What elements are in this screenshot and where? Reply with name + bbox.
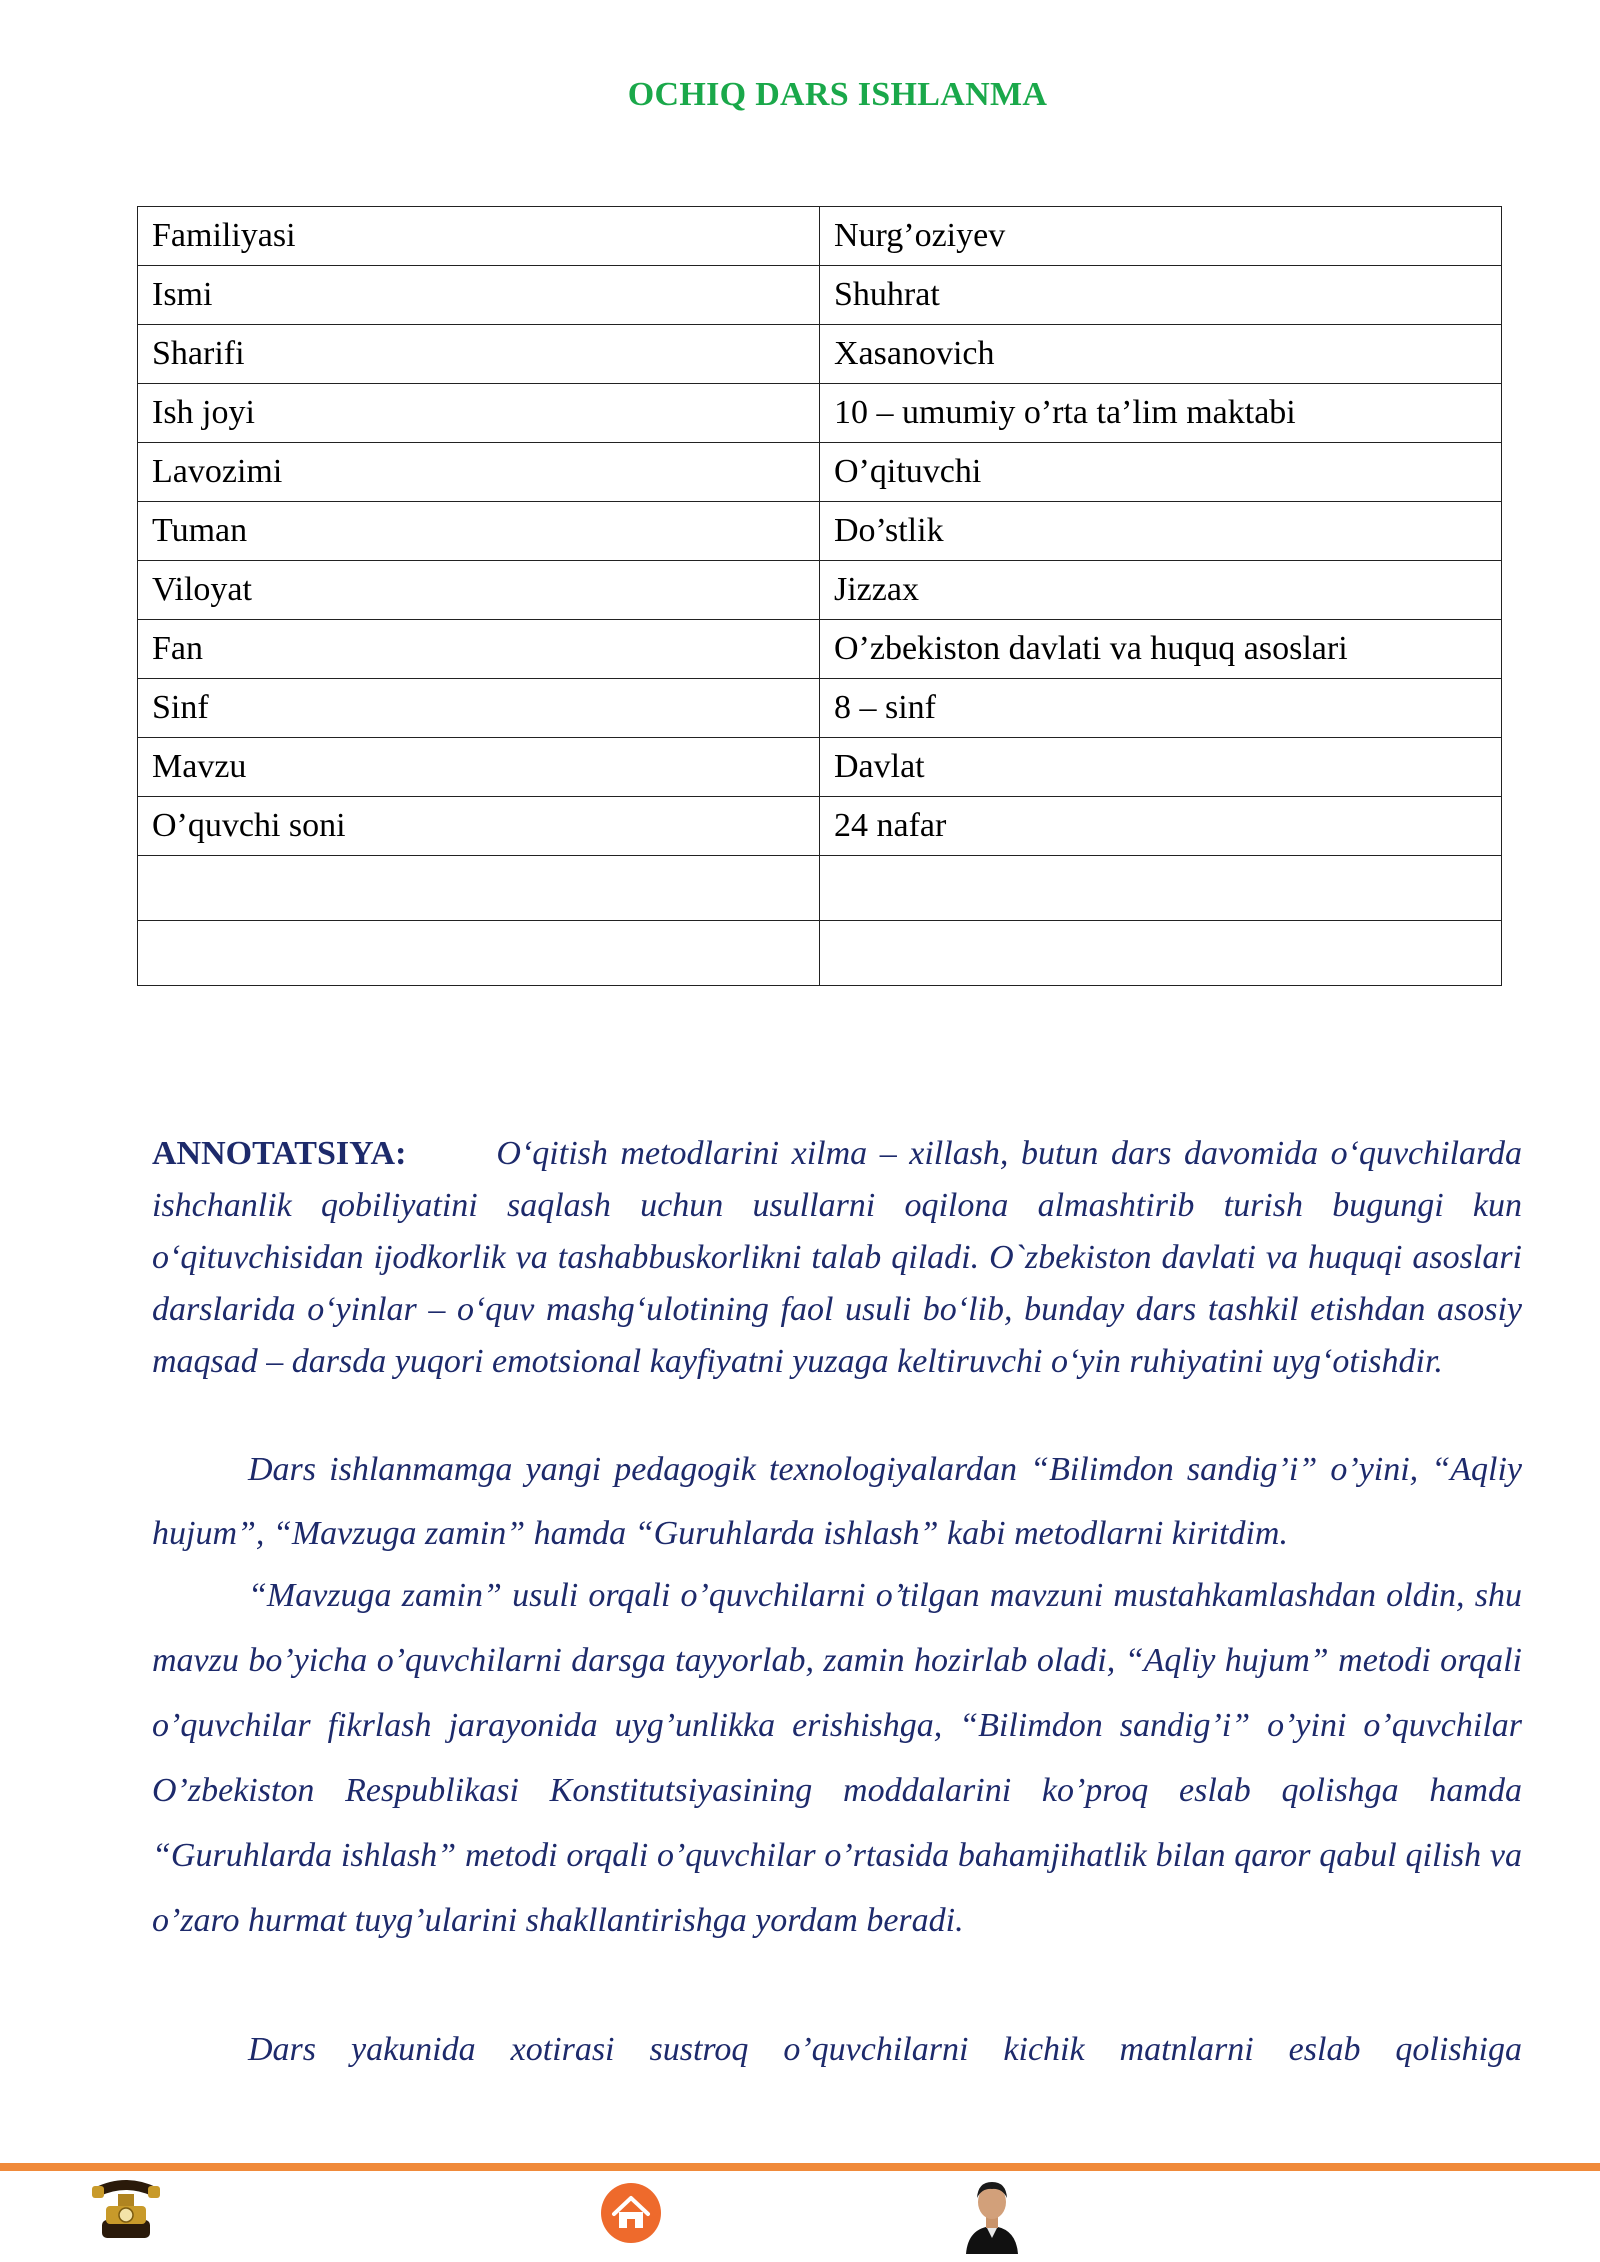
field-label: Fan (138, 620, 820, 679)
annotation-paragraph-4: Dars yakunida xotirasi sustroq o’quvchilarni kichik matnlarni eslab qolishiga (248, 2031, 1522, 2068)
empty-cell (820, 921, 1502, 986)
annotation-paragraph-1 (152, 1128, 1522, 1388)
table-row (138, 797, 1502, 856)
empty-cell (138, 921, 820, 986)
empty-cell (138, 856, 820, 921)
field-label: Ish joyi (138, 384, 820, 443)
home-icon (600, 2182, 662, 2244)
table-row (138, 266, 1502, 325)
field-label: Familiyasi (138, 207, 820, 266)
field-label: Viloyat (138, 561, 820, 620)
field-label: Ismi (138, 266, 820, 325)
field-value: 24 nafar (820, 797, 1502, 856)
field-label: Mavzu (138, 738, 820, 797)
field-label: Sinf (138, 679, 820, 738)
field-label: Tuman (138, 502, 820, 561)
table-row (138, 502, 1502, 561)
annotation-label: ANNOTATSIYA: (152, 1135, 407, 1172)
field-value: Jizzax (820, 561, 1502, 620)
field-value: Nurg’oziyev (820, 207, 1502, 266)
field-value: Shuhrat (820, 266, 1502, 325)
empty-cell (820, 856, 1502, 921)
empty-table-row (138, 921, 1502, 986)
teacher-info-table (137, 206, 1502, 986)
table-row (138, 679, 1502, 738)
field-value: 10 – umumiy o’rta ta’lim maktabi (820, 384, 1502, 443)
footer-divider (0, 2163, 1600, 2171)
table-row (138, 620, 1502, 679)
telephone-icon (88, 2176, 164, 2242)
field-value: Davlat (820, 738, 1502, 797)
field-value: Do’stlik (820, 502, 1502, 561)
annotation-paragraph-2: Dars ishlanmamga yangi pedagogik texnologiyalardan “Bilimdon sandig’i” o’yini, “Aqliy hujum”, “Mavzuga zamin” hamda “Guruhlarda ishlash” kabi metodlarni kiritdim. (152, 1451, 1522, 1552)
table-row (138, 207, 1502, 266)
field-value: O’zbekiston davlati va huquq asoslari (820, 620, 1502, 679)
table-row (138, 384, 1502, 443)
field-label: Sharifi (138, 325, 820, 384)
annotation-text-1: O‘qitish metodlarini xilma – xillash, butun dars davomida o‘quvchilarda ishchanlik qobiliyatini saqlash uchun usullarni oqilona almashtirib turish bugungi kun o‘qituvchisidan ijodkorlik va tashabbuskorlikni talab qiladi. O`zbekiston davlati va huquqi asoslari darslarida o‘yinlar – o‘quv mashg‘ulotining faol usuli bo‘lib, bunday dars tashkil etishdan asosiy maqsad – darsda yuqori emotsional kayfiyatni yuzaga keltiruvchi o‘yin ruhiyatini uyg‘otishdir. (152, 1135, 1522, 1380)
page-title: OCHIQ DARS ISHLANMA (627, 76, 1048, 113)
annotation-paragraph-3: “Mavzuga zamin” usuli orqali o’quvchilarni o’tilgan mavzuni mustahkamlashdan oldin, shu mavzu bo’yicha o’quvchilarni darsga tayyorlab, zamin hozirlab oladi, “Aqliy hujum” metodi orqali o’quvchilar fikrlash jarayonida uyg’unlikka erishishga, “Bilimdon sandig’i” o’yini o’quvchilar O’zbekiston Respublikasi Konstitutsiyasining moddalarini ko’proq eslab qolishga hamda “Guruhlarda ishlash” metodi orqali o’quvchilar o’rtasida bahamjihatlik bilan qaror qabul qilish va o’zaro hurmat tuyg’ularini shakllantirishga yordam beradi. (152, 1577, 1522, 1939)
person-photo-icon (962, 2172, 1022, 2254)
field-value: 8 – sinf (820, 679, 1502, 738)
table-row (138, 738, 1502, 797)
field-label: O’quvchi soni (138, 797, 820, 856)
table-row (138, 561, 1502, 620)
table-row (138, 443, 1502, 502)
field-label: Lavozimi (138, 443, 820, 502)
field-value: Xasanovich (820, 325, 1502, 384)
table-row (138, 325, 1502, 384)
field-value: O’qituvchi (820, 443, 1502, 502)
empty-table-row (138, 856, 1502, 921)
